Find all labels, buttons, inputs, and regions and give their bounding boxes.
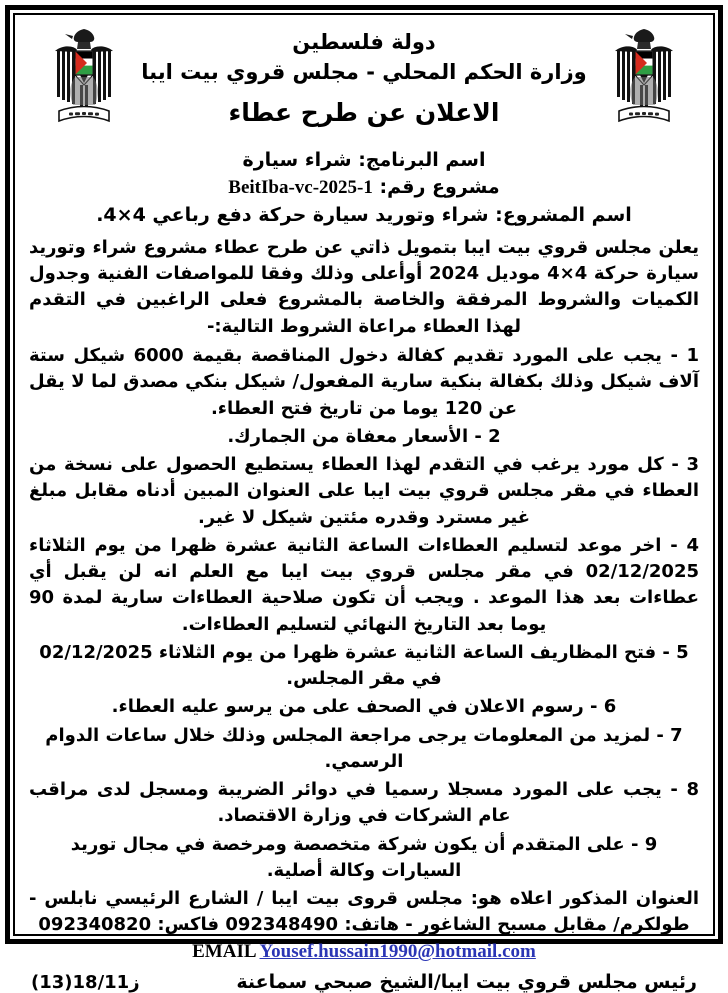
- email-row: [25, 941, 703, 963]
- project-number-label: مشروع رقم:: [379, 175, 500, 198]
- condition-4: 4 - اخر موعد لتسليم العطاءات الساعة الثانية عشرة ظهرا من يوم الثلاثاء 02/12/2025 في مقر مجلس قروي بيت ايبا مع العلم انه لن يقبل أي عطاءات بعد هذا الموعد . ويجب أن تكون صلاحية العطاءات سارية لمدة 90 يوما بعد التاريخ النهائي لتسليم العطاءات.: [29, 534, 699, 635]
- condition-9: 9 - على المتقدم أن يكون شركة متخصصة ومرخصة في مجال توريد السيارات وكالة أصلية.: [70, 833, 658, 882]
- header-titles: [121, 25, 607, 129]
- project-number-value: BeitIba-vc-2025-1: [228, 176, 373, 198]
- project-name: اسم المشروع: شراء وتوريد سيارة حركة دفع رباعي 4×4.: [96, 203, 632, 226]
- project-number-row: [25, 174, 703, 202]
- outer-border: [5, 5, 723, 993]
- signature-line: [25, 971, 703, 993]
- page-title: الاعلان عن طرح عطاء: [228, 97, 500, 127]
- email-address-link[interactable]: Yousef.hussain1990@hotmail.com: [259, 941, 536, 963]
- document-header: [25, 21, 703, 137]
- palestine-coat-of-arms-icon: [47, 25, 121, 137]
- condition-6: 6 - رسوم الاعلان في الصحف على من يرسو عليه العطاء.: [111, 696, 617, 718]
- palestine-coat-of-arms-icon: [607, 25, 681, 137]
- email-label: EMAIL: [192, 941, 256, 963]
- condition-3: 3 - كل مورد يرغب في التقدم لهذا العطاء يستطيع الحصول على نسخة من العطاء في مقر مجلس قروي بيت ايبا على العنوان المبين أدناه مقابل مبلغ غير مسترد وقدره مئتين شيكل لا غير.: [29, 454, 699, 528]
- program-name: اسم البرنامج: شراء سيارة: [242, 149, 486, 171]
- condition-5: 5 - فتح المظاريف الساعة الثانية عشرة ظهرا من يوم الثلاثاء 02/12/2025 في مقر المجلس.: [39, 641, 689, 690]
- condition-1: 1 - يجب على المورد تقديم كفالة دخول المناقصة بقيمة 6000 شيكل ستة آلاف شيكل وذلك بكفالة بنكية سارية المفعول/ شيكل بنكي مصدق لما لا يقل عن 120 يوما من تاريخ فتح العطاء.: [29, 344, 699, 419]
- inner-border: [13, 13, 715, 993]
- project-meta: [25, 147, 703, 229]
- condition-8: 8 - يجب على المورد مسجلا رسميا في دوائر الضريبة ومسجل لدى مراقب عام الشركات في وزارة الاقتصاد.: [29, 779, 699, 827]
- address-and-contact: العنوان المذكور اعلاه هو: مجلس قروى بيت ايبا / الشارع الرئيسي نابلس - طولكرم/ مقابل مسبح الشاغور - هاتف: 092348490 فاكس: 092340820: [29, 888, 699, 936]
- document-body: [25, 235, 703, 964]
- signatory-name: رئيس مجلس قروي بيت ايبا/الشيخ صبحي سماعنة: [236, 971, 697, 993]
- intro-paragraph: يعلن مجلس قروي بيت ايبا بتمويل ذاتي عن طرح عطاء مشروع شراء وتوريد سيارة حركة 4×4 موديل 2024 أوأعلى وذلك وفقا للمواصفات الفنية وجدول الكميات والشروط المرفقة والخاصة بالمشروع فعلى الراغبين في التقدم لهذا العطاء مراعاة الشروط التالية:-: [29, 236, 700, 337]
- condition-7: 7 - لمزيد من المعلومات يرجى مراجعة المجلس وذلك خلال ساعات الدوام الرسمي.: [45, 724, 683, 772]
- ministry-name: وزارة الحكم المحلي - مجلس قروي بيت ايبا: [141, 60, 587, 85]
- state-name: دولة فلسطين: [292, 30, 436, 54]
- condition-2: 2 - الأسعار معفاة من الجمارك.: [227, 425, 501, 447]
- reference-code: ز18/11(13): [31, 971, 140, 993]
